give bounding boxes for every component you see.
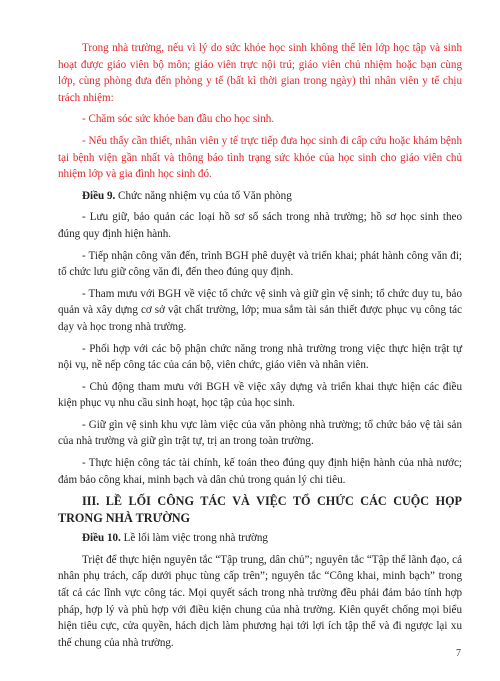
office-duty-item-5: - Chủ động tham mưu với BGH về việc xây dựng và triển khai thực hiện các điều kiện phục vụ nhu cầu sinh hoạt, học tập của học sinh. <box>58 380 462 410</box>
office-duty-item-6: - Giữ gìn vệ sinh khu vực làm việc của văn phòng nhà trường; tổ chức bảo vệ tài sản của nhà trường và giữ gìn trật tự, trị an trong toàn trường. <box>58 418 462 448</box>
article-9-label: Điều 9. <box>82 189 116 202</box>
page-number: 7 <box>456 648 461 659</box>
medical-duty-item-2: - Nếu thấy cần thiết, nhân viên y tế trực tiếp đưa học sinh đi cấp cứu hoặc khám bệnh tại bệnh viện gần nhất và thông báo tình trạng sức khỏe của học sinh cho giáo viên chủ nhiệm lớp và gia đình học sinh đó. <box>58 134 462 181</box>
office-duty-item-2: - Tiếp nhận công văn đến, trình BGH phê duyệt và triển khai; phát hành công văn đi; tổ chức lưu giữ công văn đi, đến theo đúng quy định. <box>58 249 462 279</box>
section-iii-heading: III. LỀ LỐI CÔNG TÁC VÀ VIỆC TỔ CHỨC CÁC CUỘC HỌP TRONG NHÀ TRƯỜNG <box>58 494 462 526</box>
working-principles-paragraph: Triệt để thực hiện nguyên tắc “Tập trung, dân chủ”; nguyên tắc “Tập thể lãnh đạo, cá nhân phụ trách, cấp dưới phục tùng cấp trên”; nguyên tắc “Công khai, minh bạch” trong tất cả các lĩnh vực công tác. Mọi quyết sách trong nhà trường đều phải đảm bảo tính hợp pháp, hợp lý và phù hợp với điều kiện chung của nhà trường. Kiên quyết chống mọi biểu hiện tiêu cực, cửa quyền, hách dịch làm phương hại tới lợi ích tập thể và đi ngược lại xu thế chung của nhà trường. <box>58 553 462 649</box>
article-10-title: Lề lối làm việc trong nhà trường <box>120 532 268 545</box>
page-content <box>58 40 462 656</box>
article-10-heading <box>58 530 462 547</box>
medical-duty-item-1: - Chăm sóc sức khỏe ban đầu cho học sinh. <box>82 113 275 126</box>
article-9-heading <box>58 188 462 205</box>
article-9-title: Chức năng nhiệm vụ của tổ Văn phòng <box>115 189 292 202</box>
office-duty-item-3: - Tham mưu với BGH về việc tổ chức vệ sinh và giữ gìn vệ sinh; tổ chức duy tu, bảo quản và xây dựng cơ sở vật chất trường, lớp; mua sắm tài sản thiết được phục vụ công tác dạy và học trong nhà trường. <box>58 287 462 333</box>
office-duty-item-4: - Phối hợp với các bộ phận chức năng trong nhà trường trong việc thực hiện trật tự nội vụ, nề nếp công tác của cán bộ, viên chức, giáo viên và nhân viên. <box>58 342 462 372</box>
office-duty-item-7: - Thực hiện công tác tài chính, kế toán theo đúng quy định hiện hành của nhà nước; đảm bảo công khai, minh bạch và dân chủ trong quản lý chi tiêu. <box>58 457 462 486</box>
office-duty-item-1: - Lưu giữ, bảo quản các loại hồ sơ sổ sách trong nhà trường; hồ sơ học sinh theo đúng quy định hiện hành. <box>58 211 462 240</box>
article-10-label: Điều 10. <box>82 532 121 545</box>
medical-intro-paragraph: Trong nhà trường, nếu vì lý do sức khỏe học sinh không thể lên lớp học tập và sinh hoạt được giáo viên bộ môn; giáo viên trực nội trú; giáo viên chủ nhiệm hoặc bạn cùng lớp, cùng phòng đưa đến phòng y tế (bất kì thời gian trong ngày) thì nhân viên y tế chịu trách nhiệm: <box>58 42 462 104</box>
